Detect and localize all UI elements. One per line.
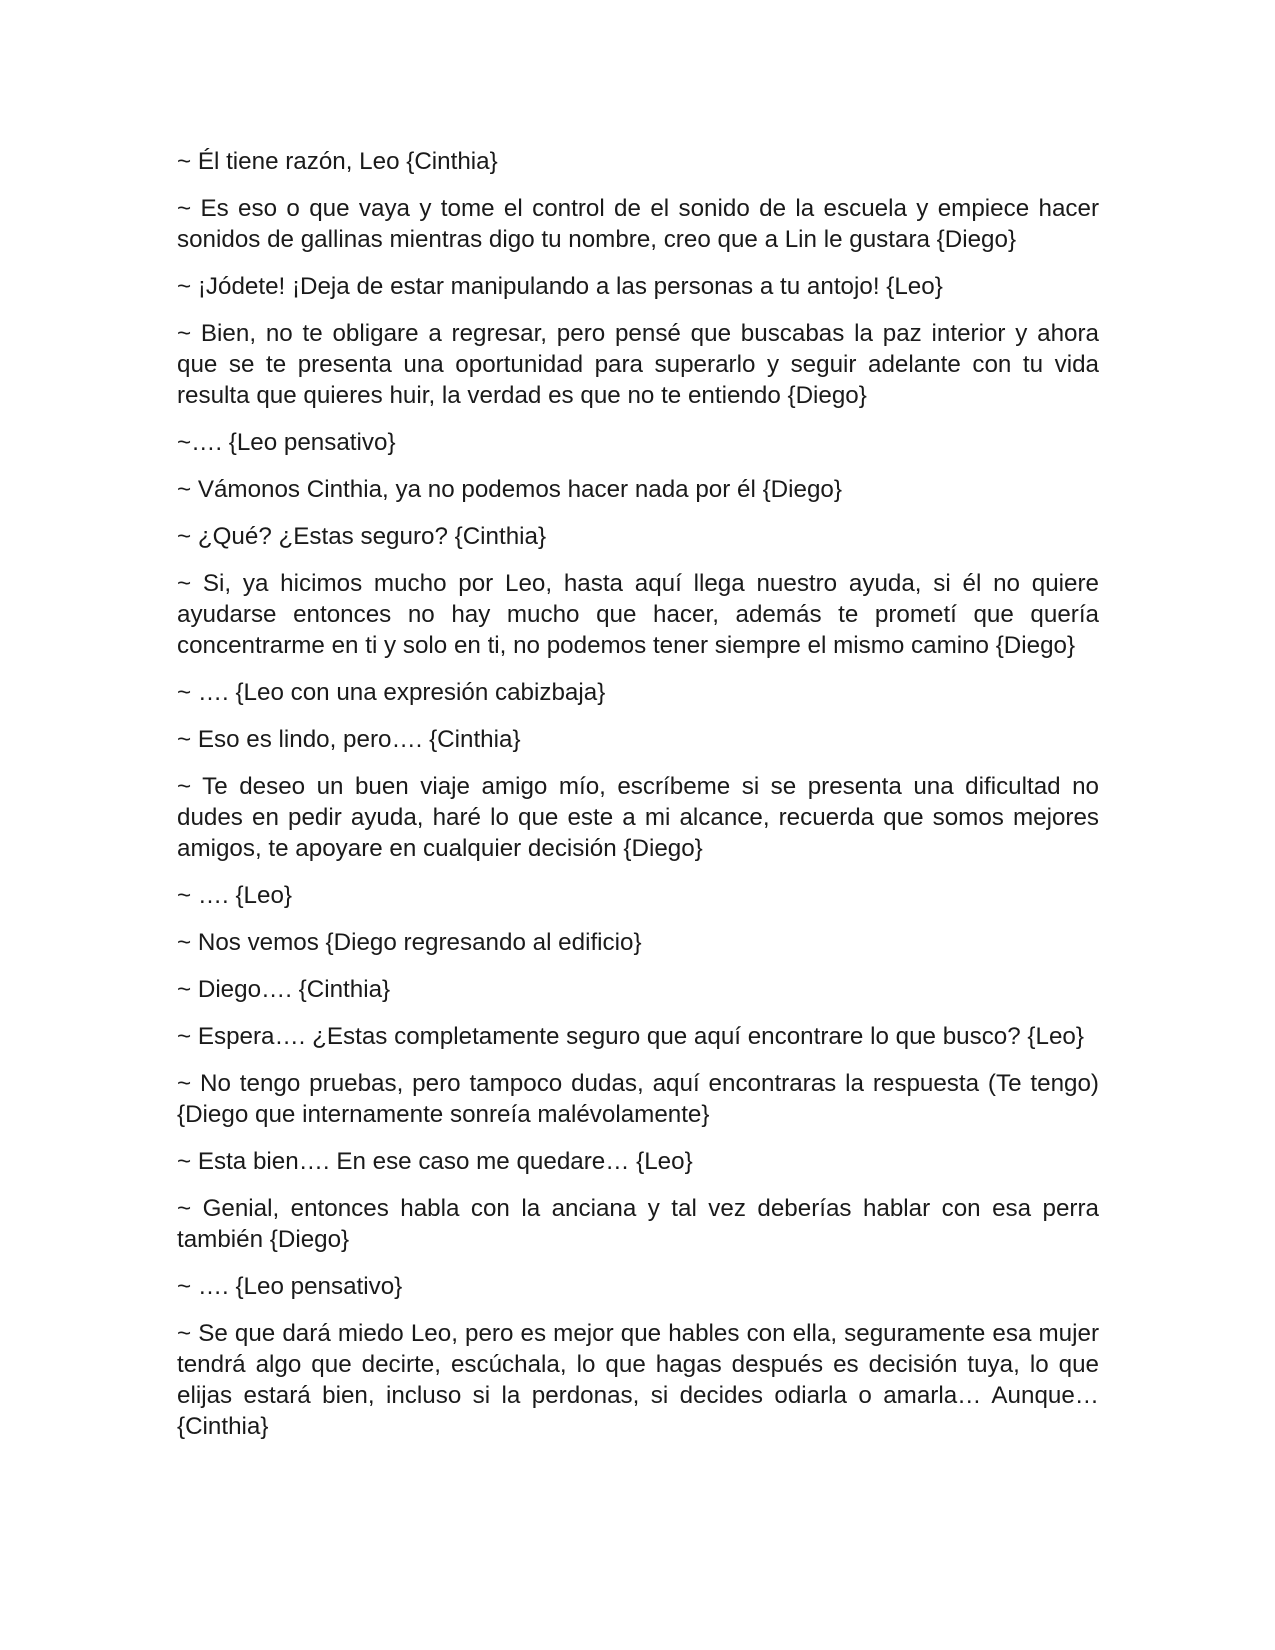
dialogue-line: ~ Genial, entonces habla con la anciana y tal vez deberías hablar con esa perra también {Diego} bbox=[177, 1195, 1099, 1253]
dialogue-line: ~ Esta bien…. En ese caso me quedare… {Leo} bbox=[177, 1148, 693, 1175]
dialogue-line: ~ ¿Qué? ¿Estas seguro? {Cinthia} bbox=[177, 523, 547, 550]
dialogue-line: ~ Nos vemos {Diego regresando al edificio} bbox=[177, 929, 642, 956]
dialogue-line: ~ …. {Leo} bbox=[177, 882, 292, 909]
dialogue-line: ~ Si, ya hicimos mucho por Leo, hasta aquí llega nuestro ayuda, si él no quiere ayudarse entonces no hay mucho que hacer, además te prometí que quería concentrarme en ti y solo en ti, no podemos tener siempre el mismo camino {Diego} bbox=[177, 570, 1099, 659]
dialogue-line: ~ Diego…. {Cinthia} bbox=[177, 976, 391, 1003]
dialogue-line: ~ Vámonos Cinthia, ya no podemos hacer nada por él {Diego} bbox=[177, 476, 842, 503]
dialogue-line: ~ …. {Leo pensativo} bbox=[177, 1273, 403, 1300]
dialogue-line: ~ Se que dará miedo Leo, pero es mejor que hables con ella, seguramente esa mujer tendrá algo que decirte, escúchala, lo que hagas después es decisión tuya, lo que elijas estará bien, incluso si la perdonas, si decides odiarla o amarla… Aunque… {Cinthia} bbox=[177, 1320, 1099, 1440]
dialogue-line: ~ Eso es lindo, pero…. {Cinthia} bbox=[177, 726, 521, 753]
dialogue-line: ~ Él tiene razón, Leo {Cinthia} bbox=[177, 148, 498, 175]
dialogue-line: ~ Bien, no te obligare a regresar, pero pensé que buscabas la paz interior y ahora que se te presenta una oportunidad para superarlo y seguir adelante con tu vida resulta que quieres huir, la verdad es que no te entiendo {Diego} bbox=[177, 320, 1099, 409]
document-body bbox=[177, 146, 1099, 1458]
dialogue-line: ~ No tengo pruebas, pero tampoco dudas, aquí encontraras la respuesta (Te tengo) {Diego que internamente sonreía malévolamente} bbox=[177, 1070, 1099, 1128]
dialogue-line: ~…. {Leo pensativo} bbox=[177, 429, 396, 456]
dialogue-line: ~ Espera…. ¿Estas completamente seguro que aquí encontrare lo que busco? {Leo} bbox=[177, 1023, 1084, 1050]
dialogue-line: ~ Es eso o que vaya y tome el control de el sonido de la escuela y empiece hacer sonidos de gallinas mientras digo tu nombre, creo que a Lin le gustara {Diego} bbox=[177, 195, 1099, 253]
dialogue-line: ~ Te deseo un buen viaje amigo mío, escríbeme si se presenta una dificultad no dudes en pedir ayuda, haré lo que este a mi alcance, recuerda que somos mejores amigos, te apoyare en cualquier decisión {Diego} bbox=[177, 773, 1099, 862]
dialogue-line: ~ ¡Jódete! ¡Deja de estar manipulando a las personas a tu antojo! {Leo} bbox=[177, 273, 943, 300]
dialogue-line: ~ …. {Leo con una expresión cabizbaja} bbox=[177, 679, 606, 706]
